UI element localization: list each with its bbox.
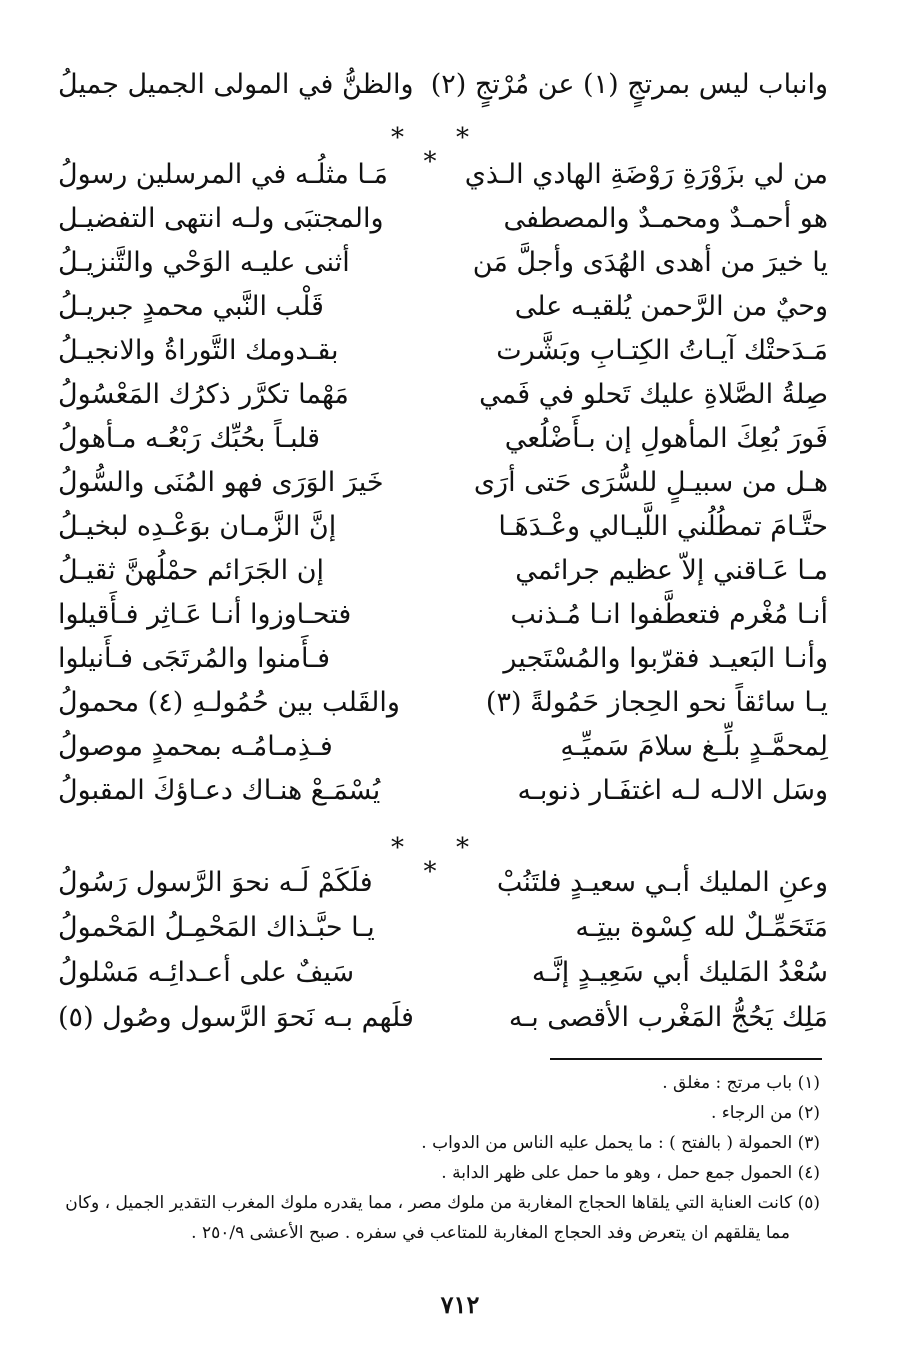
verse	[58, 372, 828, 418]
separator-star: *	[423, 147, 437, 177]
first-hemistich: يا خيرَ من أهدى الهُدَى وأجلَّ مَن	[472, 247, 828, 278]
footnotes	[60, 1068, 820, 1248]
second-hemistich: فـأَمنوا والمُرتَجَى فـأَنيلوا	[58, 643, 331, 674]
verse	[58, 284, 828, 330]
separator-star: *	[423, 857, 437, 887]
second-hemistich: خَيرَ الوَرَى فهو المُنَى والسُّولُ	[58, 467, 384, 498]
first-hemistich: مَتَحَمِّـلٌ لله كِسْوة بيتِـه	[575, 912, 828, 943]
separator-star: *	[391, 833, 404, 863]
first-hemistich: هـل من سبيـلٍ للسُّرَى حَتى أرَى	[473, 467, 828, 498]
first-hemistich: حتَّـامَ تمطُلُني اللَّيـالي وعْـدَهَـا	[498, 511, 828, 542]
verse	[58, 905, 828, 951]
second-hemistich: فلَكَمْ لَـه نحوَ الرَّسول رَسُولُ	[58, 867, 373, 898]
footnote: (٤) الحمول جمع حمل ، وهو ما حمل على ظهر الدابة .	[441, 1163, 820, 1183]
first-hemistich: مَـدَحتْك آيـاتُ الكِتـابِ وبَشَّرت	[496, 335, 828, 366]
first-hemistich: مَلِك يَحُجُّ المَغْرب الأقصى بـه	[508, 1002, 828, 1033]
second-hemistich: أثنى عليـه الوَحْي والتَّنزيـلُ	[58, 247, 350, 278]
footnote-continuation: مما يقلقهم ان يتعرض وفد الحجاج المغاربة للمتاعب في سفره . صبح الأعشى ٢٥٠/٩ .	[191, 1223, 790, 1243]
separator-star: *	[391, 123, 404, 153]
second-hemistich: قلبـاً بحُبِّك رَبْعُـه مـأهولُ	[58, 423, 321, 454]
verse	[58, 857, 828, 906]
first-hemistich: لِمحمَّـدٍ بلِّـغ سلامَ سَميِّـهِ	[560, 731, 828, 762]
verse	[58, 724, 828, 770]
footnote: (٢) من الرجاء .	[710, 1103, 820, 1123]
second-hemistich: والمجتبَى ولـه انتهى التفضيـل	[58, 203, 384, 234]
footnote: (٥) كانت العناية التي يلقاها الحجاج المغاربة من ملوك مصر ، مما يقدره ملوك المغرب التقدير الجميل ، وكان	[65, 1193, 820, 1213]
second-hemistich: فلَهم بـه نَحوَ الرَّسول وصُول (٥)	[58, 1002, 414, 1033]
verse	[58, 768, 828, 814]
section-separator	[340, 123, 520, 177]
verse	[58, 416, 828, 462]
second-hemistich: سَيفٌ على أعـدائِـه مَسْلولُ	[58, 957, 355, 988]
second-hemistich: فتحـاوزوا أنـا عَـاثِر فـأَقيلوا	[58, 599, 352, 630]
verse	[58, 548, 828, 594]
first-hemistich: أنـا مُغْرم فتعطَّفوا انـا مُـذنب	[510, 599, 828, 630]
footnote: (٣) الحمولة ( بالفتح ) : ما يحمل عليه الناس من الدواب .	[421, 1133, 820, 1153]
verse	[58, 328, 828, 374]
separator-star: *	[456, 833, 469, 863]
second-hemistich: والقَلب بين حُمُولـهِ (٤) محمولُ	[58, 687, 400, 718]
second-hemistich: بقـدومك التَّوراةُ والانجيـلُ	[58, 335, 339, 366]
first-hemistich: مـا عَـاقني إلاّ عظيم جرائمي	[515, 555, 828, 586]
verse	[58, 504, 828, 550]
first-hemistich: وسَل الالـه لـه اغتفَـار ذنوبـه	[517, 775, 828, 806]
verse	[58, 995, 828, 1041]
first-hemistich: صِلةُ الصَّلاةِ عليك تَحلو في فَمي	[479, 379, 828, 410]
first-hemistich: سُعْدُ المَليك أبي سَعِيـدٍ إنَّـه	[531, 957, 828, 988]
verse	[58, 147, 828, 198]
section-separator	[340, 833, 520, 887]
first-hemistich: من لي بزَوْرَةِ رَوْضَةِ الهادي الـذي	[464, 159, 828, 190]
verse	[58, 196, 828, 242]
first-hemistich: هو أحمـدٌ ومحمـدٌ والمصطفى	[503, 203, 828, 234]
second-hemistich: يُسْمَـعْ هنـاك دعـاؤكَ المقبولُ	[58, 775, 381, 806]
footnote: (١) باب مرتج : مغلق .	[662, 1073, 820, 1093]
separator-star: *	[456, 123, 469, 153]
second-hemistich: مَـا مثلُـه في المرسلين رسولُ	[58, 159, 388, 190]
verse-top-second-hemistich: والظنُّ في المولى الجميل جميلُ	[58, 69, 414, 100]
footnote-divider	[550, 1058, 822, 1060]
verse	[58, 950, 828, 996]
second-hemistich: إنَّ الزَّمـان بوَعْـدِه لبخيـلُ	[58, 511, 337, 542]
verse-top-first-hemistich: وانباب ليس بمرتجٍ (١) عن مُرْتجٍ (٢)	[430, 69, 828, 100]
first-hemistich: وحيٌ من الرَّحمن يُلقيـه على	[514, 291, 828, 322]
verse	[58, 460, 828, 506]
second-hemistich: إن الجَرَائم حمْلُهنَّ ثقيـلُ	[58, 555, 325, 586]
verse	[58, 680, 828, 726]
second-hemistich: يـا حبَّـذاك المَحْمِـلُ المَحْمولُ	[58, 912, 375, 943]
first-hemistich: فَورَ بُعِكَ المأهولِ إن بـأَضْلُعي	[504, 423, 828, 454]
first-hemistich: يـا سائقاً نحو الحِجاز حَمُولةً (٣)	[485, 687, 828, 718]
page-number: ٧١٢	[440, 1290, 480, 1319]
second-hemistich: مَهْما تكرَّر ذكرُك المَعْسُولُ	[58, 379, 349, 410]
first-hemistich: وعنِ المليك أبـي سعيـدٍ فلتَنُبْ	[496, 867, 828, 898]
first-hemistich: وأنـا البَعيـد فقرّبوا والمُسْتَجير	[503, 643, 828, 674]
second-hemistich: فـذِمـامُـه بمحمدٍ موصولُ	[58, 731, 333, 762]
verse	[58, 636, 828, 682]
second-hemistich: قَلْب النَّبي محمدٍ جبريـلُ	[58, 291, 324, 322]
verse	[58, 240, 828, 286]
verse-top	[58, 62, 828, 108]
verse	[58, 592, 828, 638]
